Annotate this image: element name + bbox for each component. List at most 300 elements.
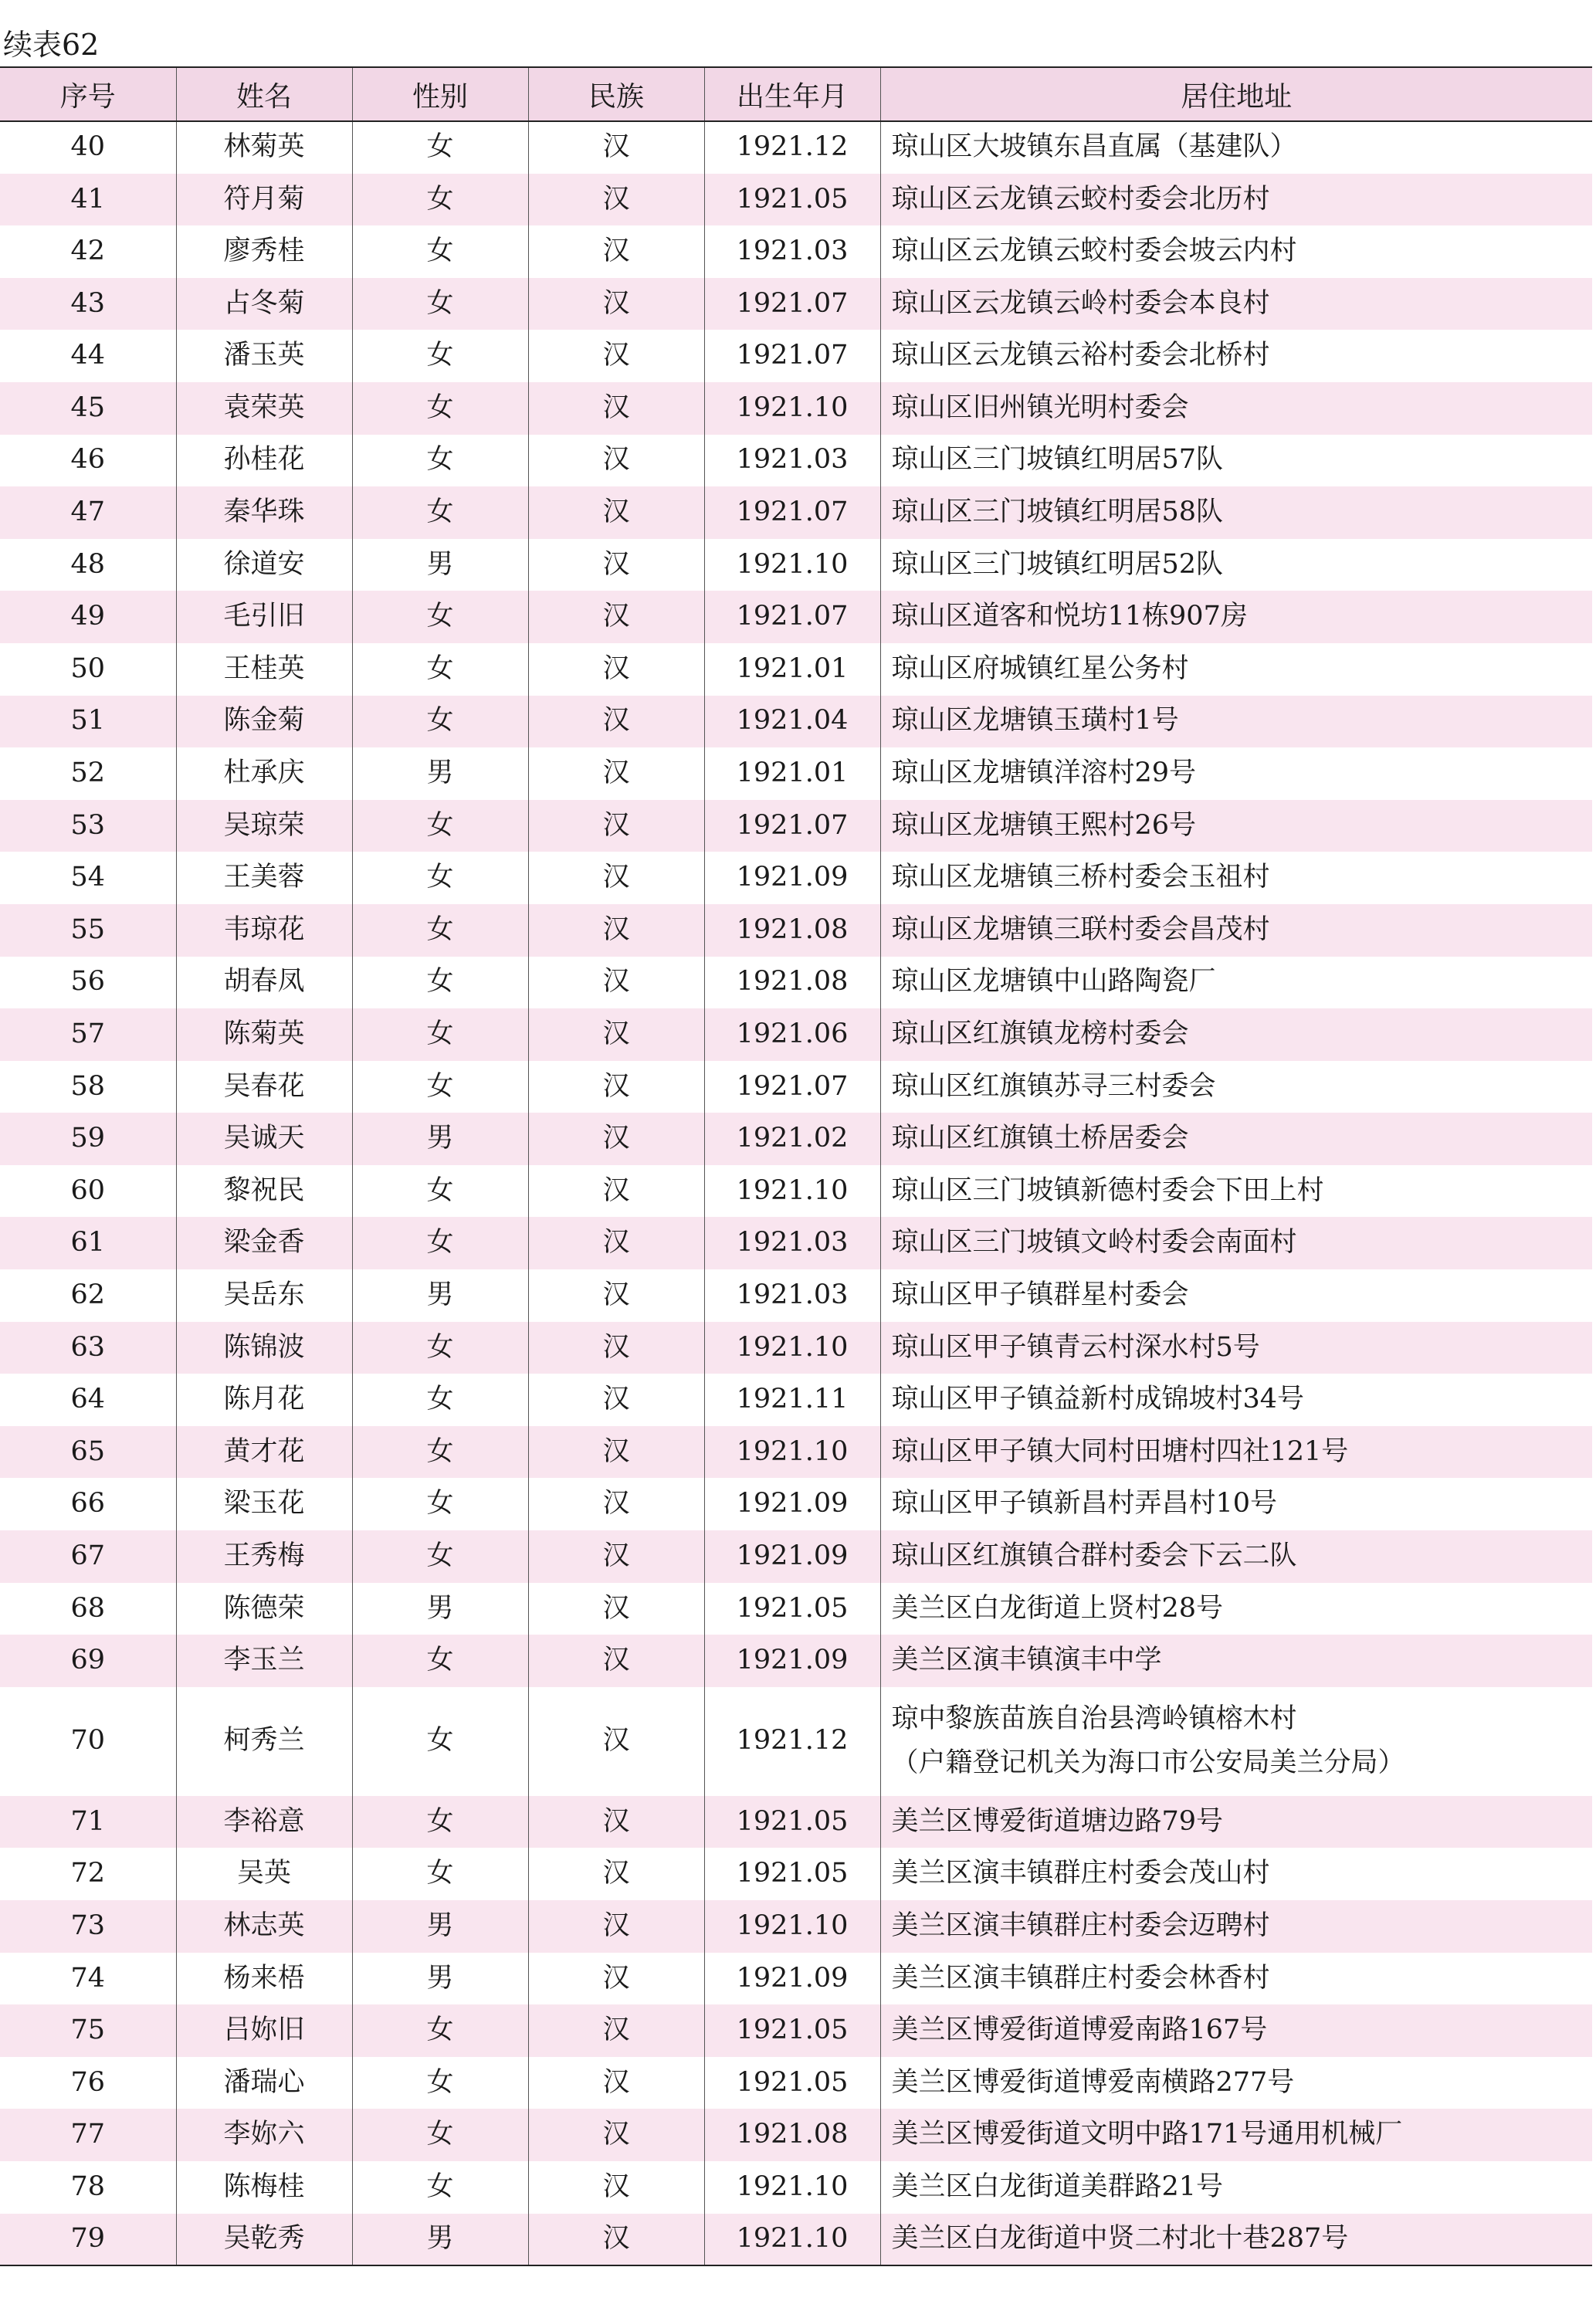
cell-ethnicity: 汉 [528, 1478, 704, 1530]
cell-gender: 男 [352, 1113, 528, 1165]
cell-serial: 48 [70, 548, 106, 580]
table-row [0, 1426, 1592, 1479]
cell-serial: 68 [70, 1592, 106, 1624]
cell-ethnicity: 汉 [528, 904, 704, 957]
address-line: 琼山区三门坡镇红明居58队 [891, 496, 1224, 528]
cell-birth-date: 1921.03 [704, 435, 880, 487]
address-line: 美兰区博爱街道塘边路79号 [891, 1805, 1224, 1837]
cell-serial: 65 [70, 1435, 106, 1467]
table-row [0, 539, 1592, 591]
cell-ethnicity: 汉 [528, 957, 704, 1009]
cell-ethnicity: 汉 [528, 1374, 704, 1426]
cell-name: 占冬菊 [176, 278, 352, 330]
cell-address [880, 1848, 1592, 1900]
table-row [0, 1687, 1592, 1796]
cell-name: 陈梅桂 [176, 2161, 352, 2214]
table-row [0, 2161, 1592, 2214]
cell-serial: 45 [70, 391, 106, 423]
cell-ethnicity: 汉 [528, 2004, 704, 2057]
cell-name: 林志英 [176, 1900, 352, 1953]
table-row [0, 591, 1592, 643]
cell-gender: 男 [352, 747, 528, 800]
table-row [0, 1165, 1592, 1218]
cell-serial: 44 [70, 340, 106, 371]
cell-birth-date: 1921.05 [704, 1796, 880, 1848]
cell-address [880, 1217, 1592, 1269]
table-row [0, 1583, 1592, 1635]
address-line: 琼山区甲子镇群星村委会 [891, 1279, 1189, 1310]
table-row [0, 225, 1592, 278]
cell-serial: 51 [70, 705, 106, 737]
table-row [0, 1848, 1592, 1900]
cell-gender: 男 [352, 1900, 528, 1953]
cell-ethnicity: 汉 [528, 1900, 704, 1953]
cell-name: 徐道安 [176, 539, 352, 591]
cell-name: 陈锦波 [176, 1322, 352, 1374]
address-line: 琼山区红旗镇龙榜村委会 [891, 1018, 1189, 1050]
cell-name: 秦华珠 [176, 486, 352, 539]
cell-ethnicity: 汉 [528, 539, 704, 591]
cell-gender: 女 [352, 696, 528, 748]
address-line: 琼山区红旗镇合群村委会下云二队 [891, 1540, 1297, 1571]
cell-ethnicity: 汉 [528, 1530, 704, 1583]
cell-gender: 女 [352, 2057, 528, 2109]
cell-birth-date: 1921.09 [704, 852, 880, 904]
cell-address [880, 1165, 1592, 1218]
cell-gender: 男 [352, 1269, 528, 1322]
address-line: 琼山区龙塘镇洋溶村29号 [891, 757, 1197, 789]
cell-address [880, 747, 1592, 800]
cell-gender: 女 [352, 1061, 528, 1113]
address-line: 美兰区演丰镇群庄村委会茂山村 [891, 1858, 1270, 1889]
cell-ethnicity: 汉 [528, 225, 704, 278]
cell-ethnicity: 汉 [528, 1426, 704, 1479]
cell-address [880, 643, 1592, 696]
address-line: 琼山区甲子镇益新村成锦坡村34号 [891, 1384, 1305, 1415]
cell-serial: 74 [70, 1962, 106, 1994]
address-line: 琼山区甲子镇大同村田塘村四社121号 [891, 1435, 1349, 1467]
cell-birth-date: 1921.12 [704, 121, 880, 174]
cell-birth-date: 1921.07 [704, 800, 880, 852]
cell-birth-date: 1921.05 [704, 174, 880, 226]
address-line: 琼山区旧州镇光明村委会 [891, 391, 1189, 423]
cell-gender: 女 [352, 435, 528, 487]
table-row [0, 2109, 1592, 2161]
cell-address [880, 1530, 1592, 1583]
cell-serial: 63 [70, 1331, 106, 1363]
cell-birth-date: 1921.03 [704, 1269, 880, 1322]
cell-birth-date: 1921.10 [704, 2161, 880, 2214]
header-address: 居住地址 [880, 67, 1592, 121]
cell-name: 梁玉花 [176, 1478, 352, 1530]
cell-address [880, 278, 1592, 330]
cell-ethnicity: 汉 [528, 2057, 704, 2109]
cell-serial: 59 [70, 1123, 106, 1154]
cell-serial: 66 [70, 1488, 106, 1520]
cell-birth-date: 1921.01 [704, 747, 880, 800]
table-row [0, 1900, 1592, 1953]
cell-birth-date: 1921.10 [704, 2214, 880, 2266]
address-line: 琼山区大坡镇东昌直属（基建队） [891, 131, 1297, 163]
table-row [0, 2057, 1592, 2109]
cell-address [880, 2214, 1592, 2266]
address-line: 美兰区演丰镇群庄村委会林香村 [891, 1962, 1270, 1994]
cell-serial: 78 [70, 2170, 106, 2202]
address-line: 美兰区博爱街道博爱南路167号 [891, 2015, 1268, 2046]
cell-gender: 女 [352, 278, 528, 330]
table-row [0, 121, 1592, 174]
cell-name: 吴乾秀 [176, 2214, 352, 2266]
address-line: 琼山区云龙镇云蛟村委会北历村 [891, 183, 1270, 215]
cell-name: 梁金香 [176, 1217, 352, 1269]
table-body [0, 121, 1592, 2265]
table-row [0, 957, 1592, 1009]
cell-address [880, 1583, 1592, 1635]
cell-ethnicity: 汉 [528, 1008, 704, 1061]
address-line: 琼山区道客和悦坊11栋907房 [891, 601, 1248, 632]
cell-serial: 73 [70, 1909, 106, 1941]
cell-gender: 男 [352, 539, 528, 591]
cell-ethnicity: 汉 [528, 852, 704, 904]
table-row [0, 1478, 1592, 1530]
cell-serial: 47 [70, 496, 106, 528]
cell-address [880, 2161, 1592, 2214]
address-line: 琼山区云龙镇云蛟村委会坡云内村 [891, 236, 1297, 267]
cell-serial: 41 [70, 183, 106, 215]
table-row [0, 1269, 1592, 1322]
address-line: 美兰区博爱街道博爱南横路277号 [891, 2066, 1295, 2098]
cell-address [880, 1478, 1592, 1530]
cell-gender: 女 [352, 1687, 528, 1796]
cell-ethnicity: 汉 [528, 435, 704, 487]
cell-gender: 女 [352, 957, 528, 1009]
cell-name: 柯秀兰 [176, 1687, 352, 1796]
cell-name: 吴诚天 [176, 1113, 352, 1165]
header-name: 姓名 [176, 67, 352, 121]
cell-birth-date: 1921.05 [704, 2004, 880, 2057]
cell-birth-date: 1921.03 [704, 1217, 880, 1269]
cell-name: 杜承庆 [176, 747, 352, 800]
cell-gender: 女 [352, 2161, 528, 2214]
cell-serial: 53 [70, 809, 106, 841]
table-row [0, 1953, 1592, 2005]
cell-name: 孙桂花 [176, 435, 352, 487]
cell-ethnicity: 汉 [528, 382, 704, 435]
cell-birth-date: 1921.05 [704, 1848, 880, 1900]
cell-gender: 女 [352, 1165, 528, 1218]
cell-birth-date: 1921.10 [704, 382, 880, 435]
cell-address [880, 1796, 1592, 1848]
cell-name: 陈月花 [176, 1374, 352, 1426]
cell-address [880, 1008, 1592, 1061]
cell-ethnicity: 汉 [528, 1217, 704, 1269]
table-row [0, 382, 1592, 435]
cell-name: 王美蓉 [176, 852, 352, 904]
table-row [0, 1322, 1592, 1374]
cell-name: 潘瑞心 [176, 2057, 352, 2109]
cell-name: 毛引旧 [176, 591, 352, 643]
header-row [0, 67, 1592, 121]
cell-address [880, 486, 1592, 539]
cell-ethnicity: 汉 [528, 2109, 704, 2161]
cell-ethnicity: 汉 [528, 1635, 704, 1687]
cell-serial: 42 [70, 236, 106, 267]
table-caption: 续表62 [3, 28, 100, 62]
address-line: 琼山区府城镇红星公务村 [891, 652, 1189, 684]
cell-gender: 女 [352, 121, 528, 174]
cell-serial: 52 [70, 757, 106, 789]
table-row [0, 2214, 1592, 2266]
table-row [0, 747, 1592, 800]
cell-ethnicity: 汉 [528, 2214, 704, 2266]
address-line: 琼山区龙塘镇三桥村委会玉祖村 [891, 862, 1270, 893]
cell-address [880, 1426, 1592, 1479]
cell-ethnicity: 汉 [528, 1165, 704, 1218]
cell-name: 杨来梧 [176, 1953, 352, 2005]
cell-birth-date: 1921.10 [704, 1322, 880, 1374]
cell-name: 吕妳旧 [176, 2004, 352, 2057]
cell-ethnicity: 汉 [528, 643, 704, 696]
cell-ethnicity: 汉 [528, 2161, 704, 2214]
cell-name: 李玉兰 [176, 1635, 352, 1687]
cell-serial: 69 [70, 1645, 106, 1676]
cell-ethnicity: 汉 [528, 591, 704, 643]
header-ethnicity: 民族 [528, 67, 704, 121]
cell-birth-date: 1921.07 [704, 486, 880, 539]
cell-ethnicity: 汉 [528, 330, 704, 382]
cell-birth-date: 1921.08 [704, 2109, 880, 2161]
cell-serial: 55 [70, 913, 106, 945]
header-serial: 序号 [0, 67, 176, 121]
cell-name: 胡春凤 [176, 957, 352, 1009]
cell-address [880, 435, 1592, 487]
cell-name: 韦琼花 [176, 904, 352, 957]
cell-serial: 76 [70, 2066, 106, 2098]
address-line: 琼山区甲子镇新昌村弄昌村10号 [891, 1488, 1278, 1520]
cell-birth-date: 1921.09 [704, 1635, 880, 1687]
cell-gender: 女 [352, 852, 528, 904]
table-row [0, 1061, 1592, 1113]
cell-name: 李妳六 [176, 2109, 352, 2161]
cell-name: 林菊英 [176, 121, 352, 174]
address-line: 琼中黎族苗族自治县湾岭镇榕木村 [891, 1703, 1297, 1734]
cell-serial: 79 [0, 2214, 176, 2266]
cell-name: 陈金菊 [176, 696, 352, 748]
cell-gender: 女 [352, 1478, 528, 1530]
cell-gender: 女 [352, 1374, 528, 1426]
cell-name: 吴琼荣 [176, 800, 352, 852]
cell-serial: 75 [70, 2015, 106, 2046]
table-header [0, 67, 1592, 121]
cell-birth-date: 1921.07 [704, 330, 880, 382]
cell-gender: 女 [352, 382, 528, 435]
cell-serial: 61 [70, 1227, 106, 1259]
cell-address [880, 1374, 1592, 1426]
cell-serial: 43 [70, 287, 106, 319]
cell-address [880, 2109, 1592, 2161]
cell-address [880, 957, 1592, 1009]
header-birth-date: 出生年月 [704, 67, 880, 121]
address-line: 美兰区博爱街道文明中路171号通用机械厂 [891, 2119, 1403, 2150]
cell-address [880, 330, 1592, 382]
address-line: 美兰区白龙街道中贤二村北十巷287号 [891, 2222, 1349, 2254]
cell-gender: 女 [352, 1796, 528, 1848]
cell-address [880, 1322, 1592, 1374]
cell-serial: 58 [70, 1070, 106, 1102]
cell-name: 潘玉英 [176, 330, 352, 382]
cell-address [880, 1953, 1592, 2005]
cell-serial: 40 [70, 131, 106, 163]
cell-gender: 女 [352, 2004, 528, 2057]
cell-birth-date: 1921.10 [704, 539, 880, 591]
cell-birth-date: 1921.10 [704, 1426, 880, 1479]
table-row [0, 1796, 1592, 1848]
cell-birth-date: 1921.04 [704, 696, 880, 748]
cell-serial: 46 [70, 444, 106, 476]
cell-address [880, 1635, 1592, 1687]
cell-ethnicity: 汉 [528, 800, 704, 852]
cell-birth-date: 1921.05 [704, 2057, 880, 2109]
cell-gender: 女 [352, 1530, 528, 1583]
cell-address [880, 382, 1592, 435]
cell-ethnicity: 汉 [528, 1322, 704, 1374]
table-row [0, 174, 1592, 226]
address-line: 美兰区演丰镇演丰中学 [891, 1645, 1162, 1676]
cell-ethnicity: 汉 [528, 278, 704, 330]
cell-ethnicity: 汉 [528, 121, 704, 174]
residents-table [0, 66, 1592, 2266]
cell-gender: 女 [352, 225, 528, 278]
cell-birth-date: 1921.12 [704, 1687, 880, 1796]
table-row [0, 1374, 1592, 1426]
cell-birth-date: 1921.01 [704, 643, 880, 696]
address-line: 琼山区龙塘镇三联村委会昌茂村 [891, 913, 1270, 945]
cell-birth-date: 1921.09 [704, 1530, 880, 1583]
address-line: 琼山区甲子镇青云村深水村5号 [891, 1331, 1260, 1363]
cell-ethnicity: 汉 [528, 1113, 704, 1165]
table-row [0, 1113, 1592, 1165]
address-line: 美兰区白龙街道上贤村28号 [891, 1592, 1224, 1624]
cell-address [880, 696, 1592, 748]
cell-gender: 女 [352, 643, 528, 696]
cell-gender: 女 [352, 1848, 528, 1900]
cell-ethnicity: 汉 [528, 486, 704, 539]
cell-name: 黄才花 [176, 1426, 352, 1479]
cell-serial: 60 [70, 1174, 106, 1206]
address-line: 琼山区龙塘镇王熙村26号 [891, 809, 1197, 841]
cell-address [880, 1113, 1592, 1165]
cell-name: 王桂英 [176, 643, 352, 696]
cell-ethnicity: 汉 [528, 1953, 704, 2005]
address-line: 琼山区三门坡镇红明居57队 [891, 444, 1224, 476]
cell-serial: 77 [70, 2119, 106, 2150]
cell-gender: 女 [352, 1217, 528, 1269]
cell-gender: 男 [352, 1953, 528, 2005]
cell-ethnicity: 汉 [528, 696, 704, 748]
cell-address [880, 1687, 1592, 1796]
table-row [0, 800, 1592, 852]
cell-address [880, 852, 1592, 904]
address-line: 琼山区龙塘镇玉璜村1号 [891, 705, 1179, 737]
cell-serial: 57 [70, 1018, 106, 1050]
cell-serial: 67 [70, 1540, 106, 1571]
address-line: 琼山区云龙镇云裕村委会北桥村 [891, 340, 1270, 371]
address-line: 美兰区演丰镇群庄村委会迈聘村 [891, 1909, 1270, 1941]
cell-address [880, 225, 1592, 278]
cell-ethnicity: 汉 [528, 1269, 704, 1322]
cell-gender: 女 [352, 330, 528, 382]
cell-address [880, 2004, 1592, 2057]
cell-name: 符月菊 [176, 174, 352, 226]
address-line: 琼山区红旗镇土桥居委会 [891, 1123, 1189, 1154]
cell-birth-date: 1921.08 [704, 904, 880, 957]
cell-birth-date: 1921.10 [704, 1165, 880, 1218]
cell-address [880, 121, 1592, 174]
cell-address [880, 1269, 1592, 1322]
table-row [0, 643, 1592, 696]
cell-address [880, 539, 1592, 591]
cell-name: 吴英 [176, 1848, 352, 1900]
address-line: 琼山区云龙镇云岭村委会本良村 [891, 287, 1270, 319]
address-line: 琼山区龙塘镇中山路陶瓷厂 [891, 966, 1216, 998]
address-line: 琼山区三门坡镇新德村委会下田上村 [891, 1174, 1324, 1206]
cell-birth-date: 1921.07 [704, 591, 880, 643]
cell-gender: 女 [352, 1426, 528, 1479]
table-row [0, 852, 1592, 904]
cell-serial: 71 [70, 1805, 106, 1837]
cell-gender: 男 [352, 1583, 528, 1635]
cell-gender: 女 [352, 174, 528, 226]
address-line: 琼山区红旗镇苏寻三村委会 [891, 1070, 1216, 1102]
cell-gender: 女 [352, 1008, 528, 1061]
cell-ethnicity: 汉 [528, 174, 704, 226]
table-row [0, 1008, 1592, 1061]
cell-address [880, 800, 1592, 852]
cell-gender: 女 [352, 2109, 528, 2161]
cell-ethnicity: 汉 [528, 1796, 704, 1848]
cell-name: 吴岳东 [176, 1269, 352, 1322]
cell-name: 袁荣英 [176, 382, 352, 435]
cell-serial: 62 [70, 1279, 106, 1310]
cell-address [880, 2057, 1592, 2109]
cell-birth-date: 1921.10 [704, 1900, 880, 1953]
cell-name: 吴春花 [176, 1061, 352, 1113]
cell-serial: 50 [70, 652, 106, 684]
cell-birth-date: 1921.06 [704, 1008, 880, 1061]
cell-name: 黎祝民 [176, 1165, 352, 1218]
cell-address [880, 1900, 1592, 1953]
cell-birth-date: 1921.05 [704, 1583, 880, 1635]
address-line: 美兰区白龙街道美群路21号 [891, 2170, 1224, 2202]
cell-birth-date: 1921.09 [704, 1953, 880, 2005]
table-row [0, 278, 1592, 330]
cell-serial: 70 [70, 1725, 106, 1757]
table-row [0, 696, 1592, 748]
cell-birth-date: 1921.08 [704, 957, 880, 1009]
cell-address [880, 1061, 1592, 1113]
cell-ethnicity: 汉 [528, 1061, 704, 1113]
table-row [0, 2004, 1592, 2057]
cell-serial: 56 [70, 966, 106, 998]
cell-birth-date: 1921.11 [704, 1374, 880, 1426]
cell-name: 陈菊英 [176, 1008, 352, 1061]
table-row [0, 904, 1592, 957]
cell-gender: 女 [352, 800, 528, 852]
table-row [0, 330, 1592, 382]
table-row [0, 486, 1592, 539]
cell-gender: 女 [352, 486, 528, 539]
cell-name: 李裕意 [176, 1796, 352, 1848]
